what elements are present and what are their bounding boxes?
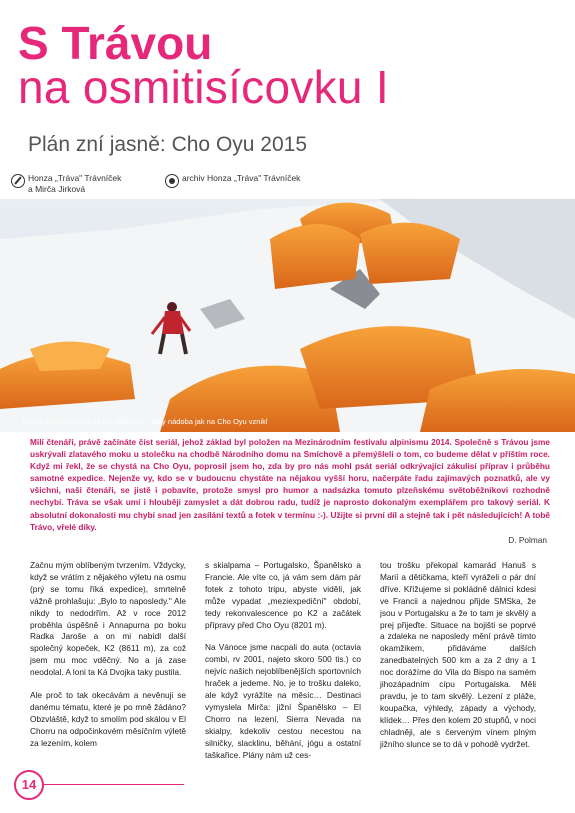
paragraph: Na Vánoce jsme nacpali do auta (octavia combi, rv 2001, najeto skoro 500 tis.) co nejvíc našich nejoblíbenějších sportovních hraček a jedeme. No, je to trošku daleko, ale když vyrážíte na měsíc… Destinaci vymyslela Mirča: jižní Španělsko – El Chorro na lezení, Sierra Nevada na skialpy, kdekoliv cestou necestou na silničky, slacklinu, běhání, jógu a ostatní taškařice. Plány nám už ces- [205,642,361,760]
article-column-3 [380,560,536,762]
paragraph: tou trošku překopal kamarád Hanuš s Marií a dětičkama, kteří vyráželi o pár dní dříve. Křížujeme si pokládně dálnici kdesi ve Francii a najednou přijde SMSka, že jsou v Portugalsku a že to tam je skvělý a prej přijeďte. Situace na bojišti se poprvé a zdaleka ne naposledy mění právě tímto okamžikem, přidáváme dalších zanedbatelných 500 km a za 2 dny a 1 noc dorážíme do Vila do Bispo na samém jihozápadním cípu Portugalska. Měli pravdu, je to tam skvělý. Lezení z pláže, koupačka, výhledy, západy a východy, klídek… Přes den kolem 20 stupňů, v noci chladněji, ale s červeným vínem plným jižního slunce se to dá v pohodě vydržet. [380,560,536,749]
photo-caption: Druhý výškový tábor na K2 (6800 m) – taky nádoba jak na Cho Oyu vznikl [22,417,268,426]
article-subtitle: Plán zní jasně: Cho Oyu 2015 [28,133,308,156]
article-title-line1: S Trávou [18,17,213,69]
article-column-2 [205,560,361,773]
climber-head [167,302,177,312]
page-number: 14 [14,770,44,800]
author-credit-line1: Honza „Tráva" Trávníček [28,173,122,183]
article-column-1 [30,560,186,761]
intro-signature: D. Polman [508,535,547,545]
article-photo [0,199,575,432]
author-credit [28,173,121,195]
paragraph: Začnu mým oblíbeným tvrzením. Vždycky, když se vrátím z nějakého výletu na osmu (prý se tomu říká expedice), smrtelně vážně prohlašuju: „Bylo to naposledy." Ale nikdy to nedodrřím. Až v roce 2012 proběhla úspěšně i Annapurna po boku Radka Jaroše a on mi nabídl další společný kopeček, K2 (8611 m), za což jsem mu moc vděčný. No a já zase neodolal. A loni ta Ká Dvojka taky pustila. [30,560,186,678]
camera-icon [165,174,179,188]
snow-camp-illustration [0,199,575,432]
photo-credit: archiv Honza „Tráva" Trávníček [182,173,301,183]
pen-icon [11,174,25,188]
paragraph: Ale proč to tak okecávám a nevěnuji se danému tématu, které je po mně žádáno? Obzvláště, když to smolím pod skálou v El Chorru na odpočinkovém měsíčním výletě za lezením, kolem [30,690,186,748]
author-credit-line2: a Mirča Jirková [28,184,86,194]
page-number-rule [44,784,184,785]
article-intro: Milí čtenáři, právě začínáte číst seriál, jehož základ byl položen na Mezinárodním festivalu alpinismu 2014. Společně s Trávou jsme uskrývali zlatavého moku u stolečku na chodbě Národního domu na Smíchově a přemýšleli o tom, co budeme dělat v příštím roce. Když mi řekl, že se chystá na Cho Oyu, poprosil jsem ho, zda by pro nás mohl psát seriál odkrývající zákulisí příprav i průběhu samotné expedice. Nejenže vy, kdo se v budoucnu chystáte na nějakou vyšší horu, načerpáte řadu zajímavých poznatků, ale vy všichni, naši čtenáři, se jistě i pobavíte, protože smysl pro humor a nadsázka tomuto plzeňskému světoběžníkovi rozhodně nechybí. Tráva se však umí i hlouběji zamyslet a dát dobrou radu, tudíž je naprosto dokonalým exemplářem pro takový seriál. K absolutní dokonalosti mu chybí snad jen zasílání textů a fotek v termínu :-). Užijte si první díl a stejně tak i pět následujících! A tobě Trávo, vřelé díky. [30,437,550,532]
article-title-line2: na osmitisícovku I [18,61,389,113]
paragraph: s skialpama – Portugalsko, Španělsko a Francie. Ale víte co, já vám sem dám pár fotek z tohoto tripu, abyste viděli, jak může vypadat „meziexpediční" období, tedy rekonvalescence po K2 a začátek přípravy před Cho Oyu (8201 m). [205,560,361,630]
